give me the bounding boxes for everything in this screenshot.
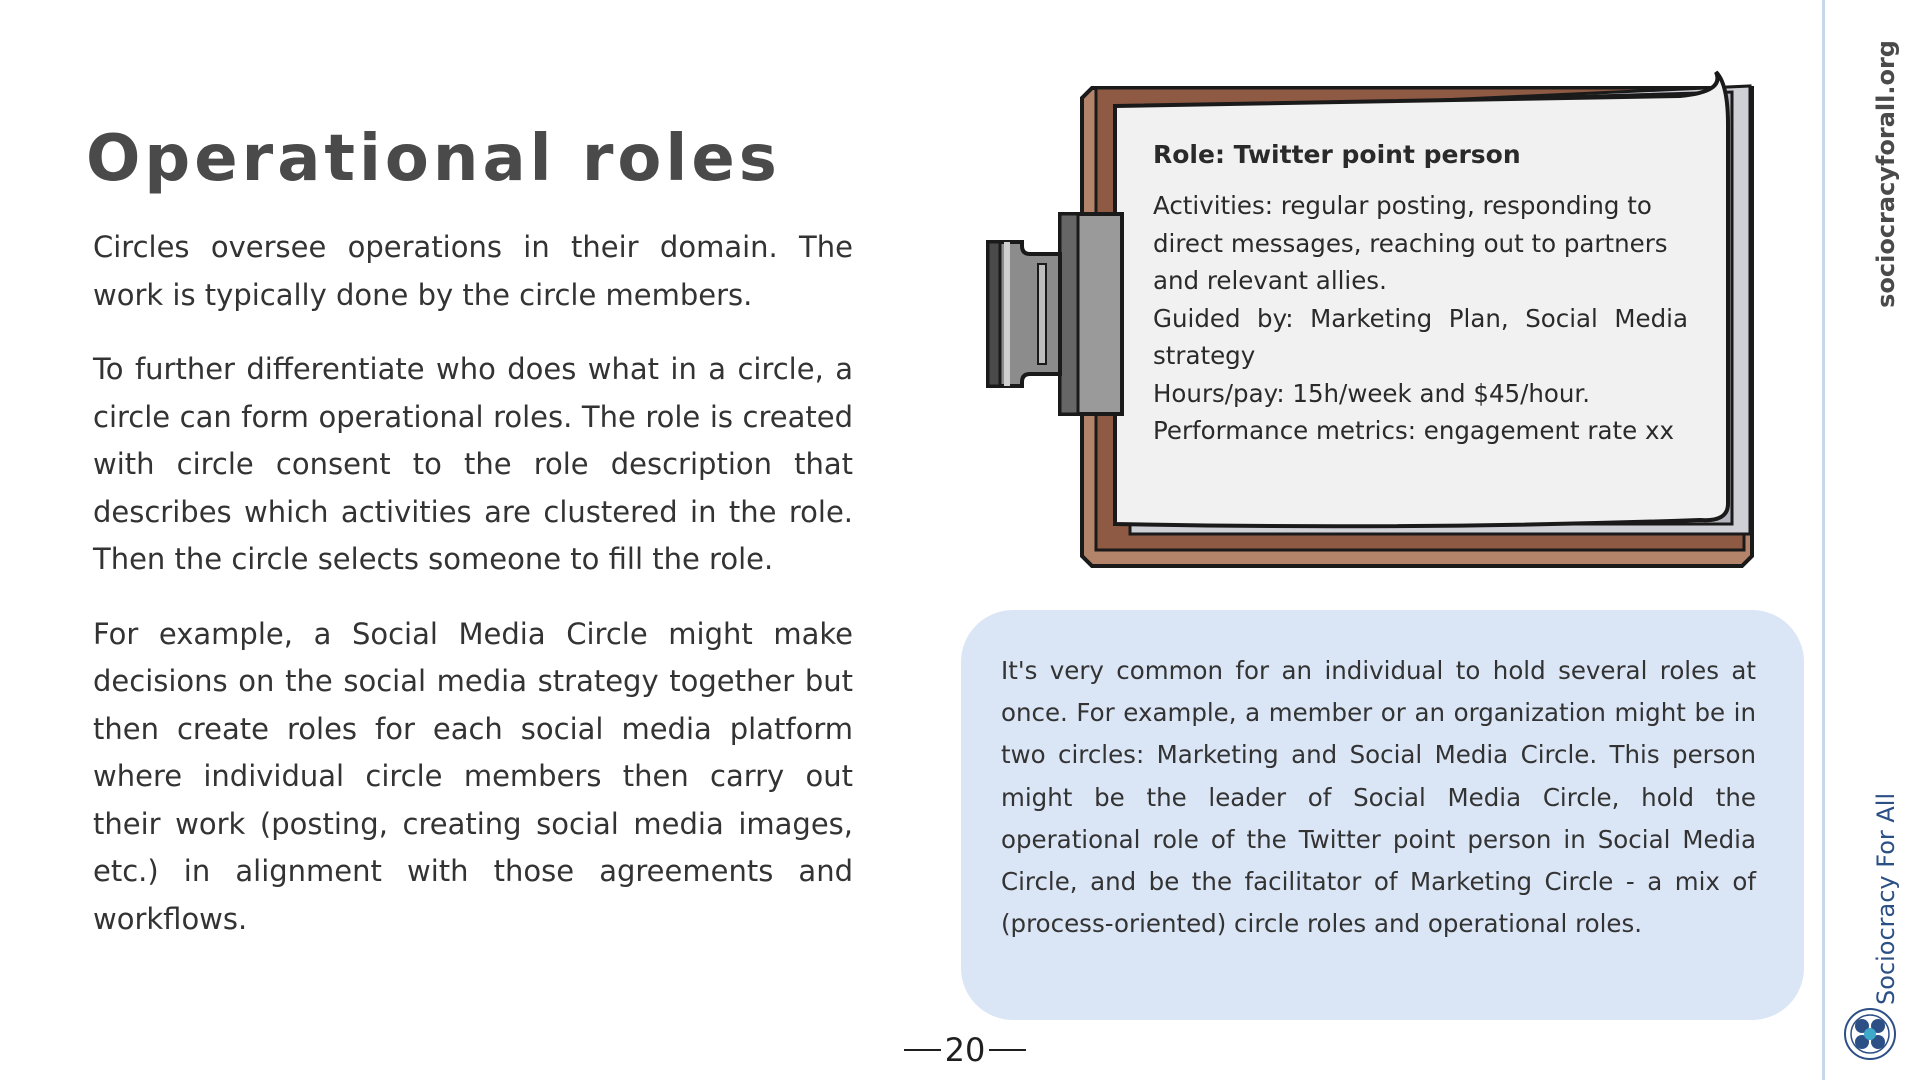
page-number — [900, 1030, 1030, 1070]
paragraph-example: For example, a Social Media Circle might make decisions on the social media strategy together but then create roles for each social media platform where individual circle members then carry out their work (posting, creating social media images, etc.) in alignment with those agreements and workflows. — [93, 616, 853, 936]
role-card-hours: Hours/pay: 15h/week and $45/hour. — [1153, 378, 1591, 408]
sidebar-brand: Sociocracy For All — [1872, 792, 1900, 1005]
sociocracy-logo-icon — [1842, 1006, 1898, 1062]
body-text — [93, 224, 853, 970]
sidebar-url: sociocracyforall.org — [1872, 40, 1900, 308]
role-card-activities: Activities: regular posting, responding to direct messages, reaching out to partners and relevant allies. — [1153, 191, 1668, 295]
paragraph-roles: To further differentiate who does what in a circle, a circle can form operational roles. The role is created with circle consent to the role description that describes which activities are clustered in the role. Then the circle selects someone to fill the role. — [93, 352, 853, 576]
paragraph-intro: Circles oversee operations in their domain. The work is typically done by the circle members. — [93, 230, 853, 312]
role-card-metrics: Performance metrics: engagement rate xx — [1153, 416, 1674, 445]
callout-text: It's very common for an individual to hold several roles at once. For example, a member or an organization might be in two circles: Marketing and Social Media Circle. This person might be the leader of Social Media Circle, hold the operational role of the Twitter point person in Social Media Circle, and be the facilitator of Marketing Circle - a mix of (process-oriented) circle roles and operational roles. — [1001, 656, 1756, 939]
role-card-title: Role: Twitter point person — [1153, 140, 1521, 169]
page-title: Operational roles — [86, 122, 781, 196]
role-card-guided-by-cont: strategy — [1153, 341, 1256, 370]
role-card — [1153, 140, 1688, 450]
page-number-value: 20 — [944, 1031, 986, 1069]
sidebar-divider — [1822, 0, 1825, 1080]
page-number-dash-right — [989, 1049, 1026, 1051]
role-card-guided-by: Guided by: Marketing Plan, Social Media — [1153, 303, 1688, 333]
page-number-dash-left — [904, 1049, 941, 1051]
callout-box — [961, 610, 1804, 1020]
